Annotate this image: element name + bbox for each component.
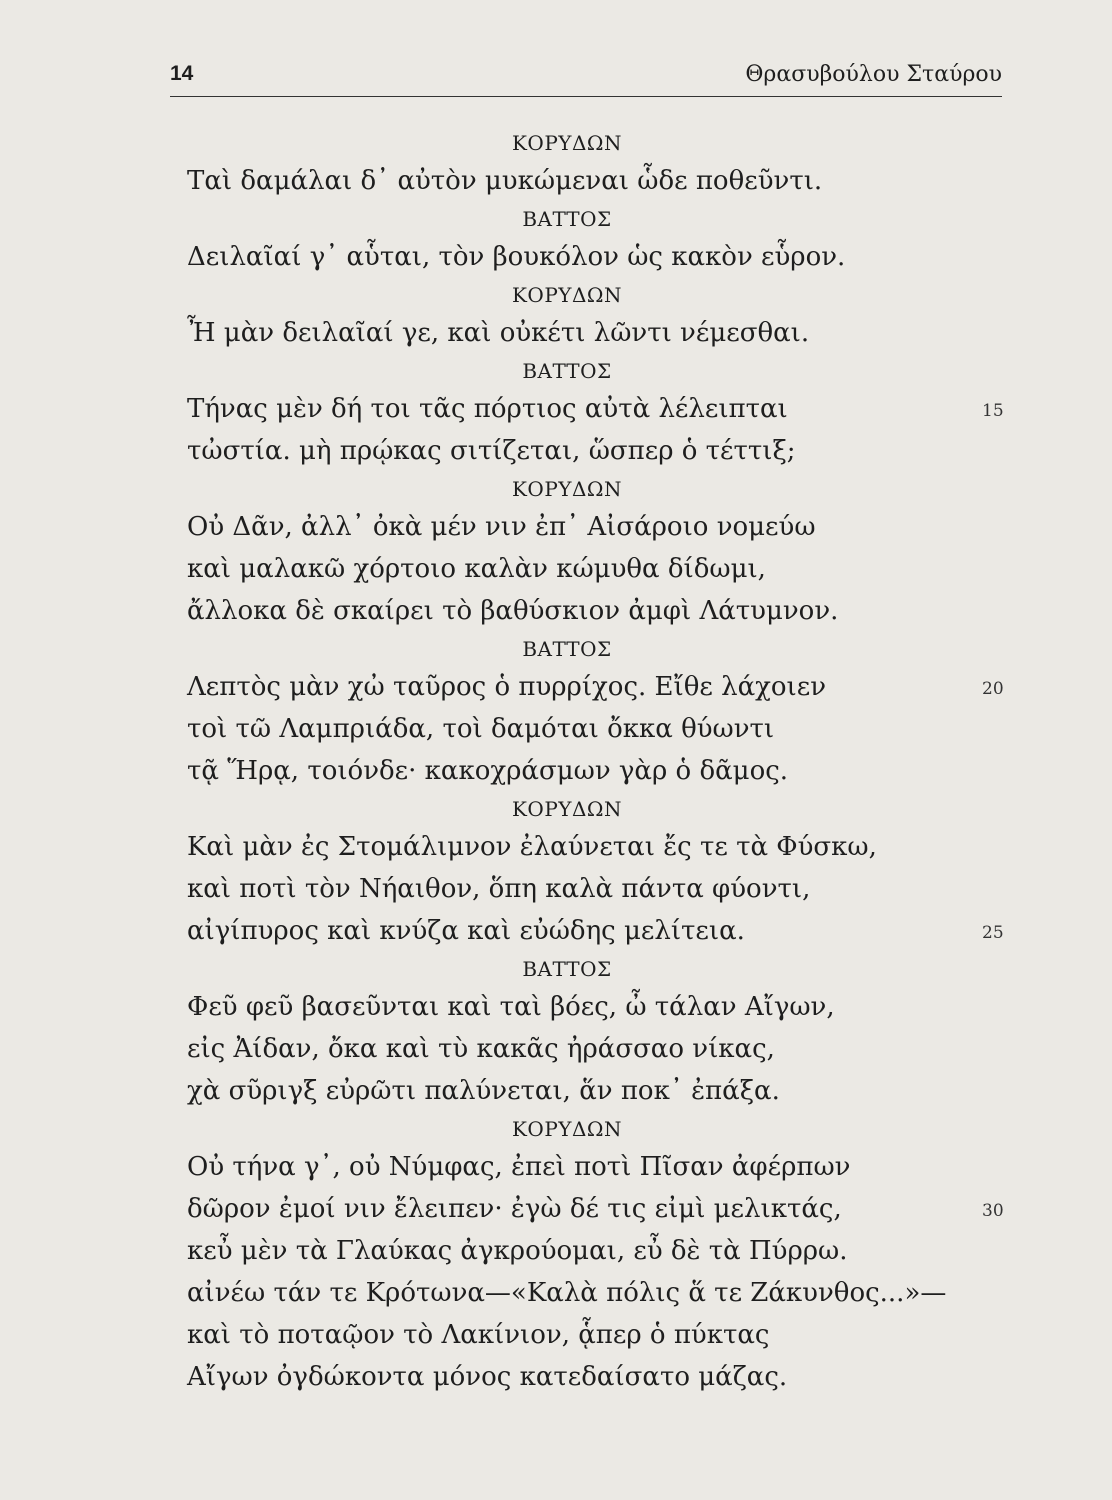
speaker-name: ΒΑΤΤΟΣ — [522, 957, 612, 981]
verse-text: Οὐ Δᾶν, ἀλλ᾽ ὀκὰ μέν νιν ἐπ᾽ Αἰσάροιο νομεύω — [187, 512, 816, 542]
speaker-name: ΚΟΡΥΔΩΝ — [511, 283, 623, 307]
verse-line — [187, 910, 1027, 952]
verse-text: Δειλαῖαί γ᾽ αὗται, τὸν βουκόλον ὡς κακὸν εὗρον. — [187, 242, 846, 272]
line-number: 20 — [982, 679, 1004, 699]
verse-line — [187, 750, 1027, 792]
verse-line — [187, 826, 1027, 868]
speaker-name: ΚΟΡΥΔΩΝ — [511, 1117, 623, 1141]
speaker-name: ΒΑΤΤΟΣ — [522, 637, 612, 661]
speaker-name: ΒΑΤΤΟΣ — [522, 359, 612, 383]
speaker-name: ΒΑΤΤΟΣ — [522, 207, 612, 231]
speaker-name: ΚΟΡΥΔΩΝ — [511, 131, 623, 155]
verse-text: χὰ σῦριγξ εὐρῶτι παλύνεται, ἅν ποκ᾽ ἐπάξα. — [187, 1076, 780, 1106]
verse-text: εἰς Ἀίδαν, ὄκα καὶ τὺ κακᾶς ἠράσσαο νίκας, — [187, 1034, 775, 1064]
verse-text: καὶ τὸ ποταῷον τὸ Λακίνιον, ᾇπερ ὁ πύκτας — [187, 1320, 770, 1350]
verse-line — [187, 548, 1027, 590]
verse-text: τοὶ τῶ Λαμπριάδα, τοὶ δαμόται ὄκκα θύωντι — [187, 714, 775, 744]
poem-body — [187, 126, 1027, 1398]
verse-text: ἄλλοκα δὲ σκαίρει τὸ βαθύσκιον ἀμφὶ Λάτυμνον. — [187, 596, 839, 626]
verse-line — [187, 312, 1027, 354]
running-head: Θρασυβούλου Σταύρου — [745, 62, 1002, 87]
verse-text: καὶ μαλακῶ χόρτοιο καλὰν κώμυθα δίδωμι, — [187, 554, 766, 584]
verse-line — [187, 1230, 1027, 1272]
verse-text: δῶρον ἐμοί νιν ἔλειπεν· ἐγὼ δέ τις εἰμὶ μελικτάς, — [187, 1194, 842, 1224]
speaker-name: ΚΟΡΥΔΩΝ — [511, 797, 623, 821]
line-number: 25 — [982, 923, 1004, 943]
verse-line — [187, 868, 1027, 910]
verse-line — [187, 666, 1027, 708]
verse-text: Αἴγων ὀγδώκοντα μόνος κατεδαίσατο μάζας. — [187, 1362, 788, 1392]
verse-line — [187, 986, 1027, 1028]
verse-text: Λεπτὸς μὰν χὠ ταῦρος ὁ πυρρίχος. Εἴθε λάχοιεν — [187, 672, 827, 702]
verse-line — [187, 1188, 1027, 1230]
verse-line — [187, 160, 1027, 202]
page-number: 14 — [170, 62, 194, 85]
verse-text: Καὶ μὰν ἐς Στομάλιμνον ἐλαύνεται ἔς τε τὰ Φύσκω, — [187, 832, 877, 862]
verse-text: Ταὶ δαμάλαι δ᾽ αὐτὸν μυκώμεναι ὧδε ποθεῦντι. — [187, 166, 823, 196]
verse-line — [187, 1356, 1027, 1398]
line-number: 30 — [982, 1201, 1004, 1221]
verse-text: τὠστία. μὴ πρῴκας σιτίζεται, ὥσπερ ὁ τέττιξ; — [187, 436, 796, 466]
verse-line — [187, 388, 1027, 430]
verse-text: Ἦ μὰν δειλαῖαί γε, καὶ οὐκέτι λῶντι νέμεσθαι. — [187, 318, 810, 348]
verse-line — [187, 506, 1027, 548]
verse-text: αἰνέω τάν τε Κρότωνα—«Καλὰ πόλις ἅ τε Ζάκυνθος...»— — [187, 1278, 947, 1308]
verse-line — [187, 1028, 1027, 1070]
verse-text: Τήνας μὲν δή τοι τᾶς πόρτιος αὐτὰ λέλειπται — [187, 394, 788, 424]
verse-line — [187, 590, 1027, 632]
line-number: 15 — [982, 401, 1004, 421]
verse-line — [187, 236, 1027, 278]
speaker-name: ΚΟΡΥΔΩΝ — [511, 477, 623, 501]
verse-line — [187, 1146, 1027, 1188]
verse-line — [187, 708, 1027, 750]
verse-line — [187, 1314, 1027, 1356]
verse-text: Οὐ τήνα γ᾽, οὐ Νύμφας, ἐπεὶ ποτὶ Πῖσαν ἀφέρπων — [187, 1152, 851, 1182]
verse-text: τᾷ Ἥρᾳ, τοιόνδε· κακοχράσμων γὰρ ὁ δᾶμος. — [187, 756, 789, 786]
verse-text: κεὖ μὲν τὰ Γλαύκας ἀγκρούομαι, εὖ δὲ τὰ Πύρρω. — [187, 1236, 848, 1266]
verse-text: καὶ ποτὶ τὸν Νήαιθον, ὅπη καλὰ πάντα φύοντι, — [187, 874, 811, 904]
page-header — [170, 56, 1002, 97]
verse-line — [187, 1070, 1027, 1112]
verse-line — [187, 1272, 1027, 1314]
verse-text: αἰγίπυρος καὶ κνύζα καὶ εὐώδης μελίτεια. — [187, 916, 745, 946]
verse-line — [187, 430, 1027, 472]
verse-text: Φεῦ φεῦ βασεῦνται καὶ ταὶ βόες, ὦ τάλαν Αἴγων, — [187, 992, 835, 1022]
